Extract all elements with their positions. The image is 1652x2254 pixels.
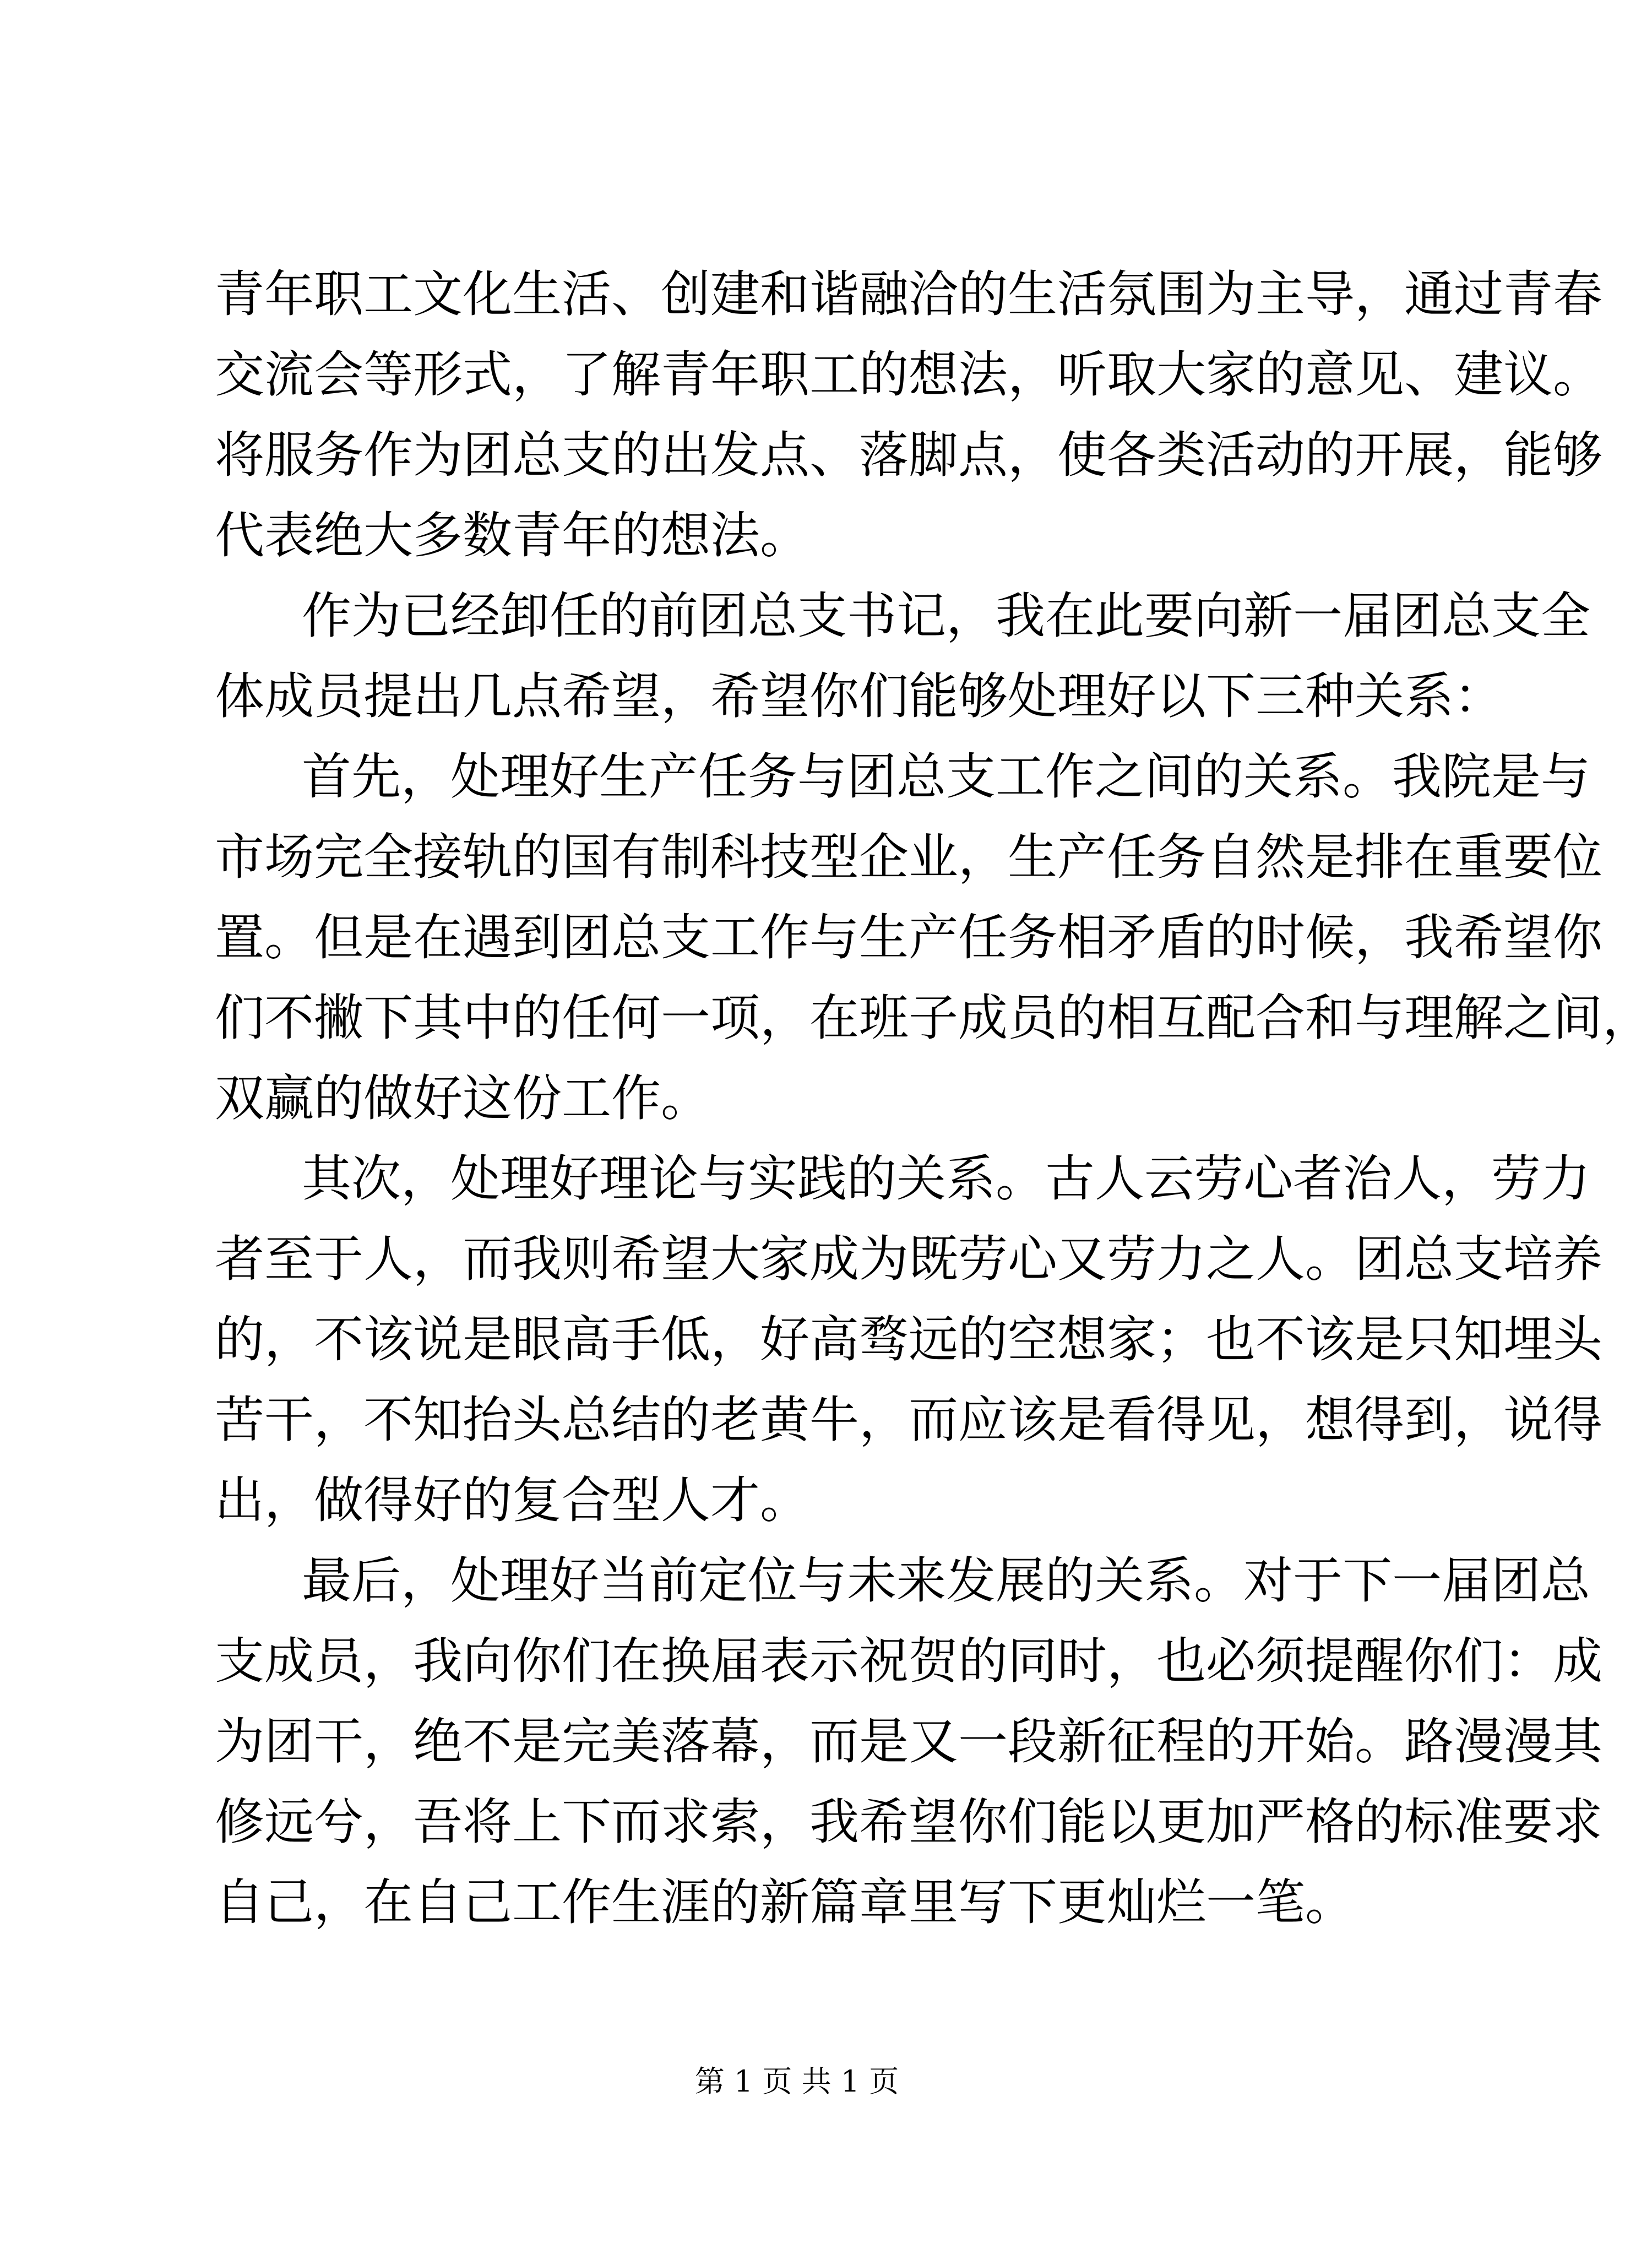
text-line: 苦干，不知抬头总结的老黄牛，而应该是看得见，想得到，说得 — [215, 1391, 1602, 1449]
text-line: 的，不该说是眼高手低，好高骛远的空想家；也不该是只知埋头 — [215, 1311, 1602, 1368]
text-line: 代表绝大多数青年的想法。 — [215, 507, 809, 564]
text-line: 们不撇下其中的任何一项，在班子成员的相互配合和与理解之间， — [215, 989, 1652, 1047]
text-line: 体成员提出几点希望，希望你们能够处理好以下三种关系： — [215, 667, 1503, 725]
text-line: 支成员，我向你们在换届表示祝贺的同时，也必须提醒你们：成 — [215, 1632, 1602, 1690]
text-line: 置。但是在遇到团总支工作与生产任务相矛盾的时候，我希望你 — [215, 909, 1602, 966]
text-line: 交流会等形式，了解青年职工的想法，听取大家的意见、建议。 — [215, 346, 1602, 404]
text-line: 出，做得好的复合型人才。 — [215, 1471, 809, 1529]
text-line: 最后，处理好当前定位与未来发展的关系。对于下一届团总 — [302, 1552, 1590, 1610]
text-line: 青年职工文化生活、创建和谐融洽的生活氛围为主导，通过青春 — [215, 265, 1602, 323]
text-line: 者至于人，而我则希望大家成为既劳心又劳力之人。团总支培养 — [215, 1230, 1602, 1288]
text-line: 首先，处理好生产任务与团总支工作之间的关系。我院是与 — [302, 748, 1590, 806]
text-line: 其次，处理好理论与实践的关系。古人云劳心者治人，劳力 — [302, 1150, 1590, 1208]
text-line: 修远兮，吾将上下而求索，我希望你们能以更加严格的标准要求 — [215, 1793, 1602, 1851]
page-footer: 第 1 页 共 1 页 — [694, 2064, 899, 2099]
document-body — [215, 254, 1652, 1943]
text-line: 自己，在自己工作生涯的新篇章里写下更灿烂一笔。 — [215, 1873, 1355, 1931]
text-line: 为团干，绝不是完美落幕，而是又一段新征程的开始。路漫漫其 — [215, 1713, 1602, 1770]
text-line: 市场完全接轨的国有制科技型企业，生产任务自然是排在重要位 — [215, 828, 1602, 886]
text-line: 双赢的做好这份工作。 — [215, 1069, 710, 1127]
text-line: 将服务作为团总支的出发点、落脚点，使各类活动的开展，能够 — [215, 426, 1602, 484]
text-line: 作为已经卸任的前团总支书记，我在此要向新一届团总支全 — [302, 587, 1590, 645]
